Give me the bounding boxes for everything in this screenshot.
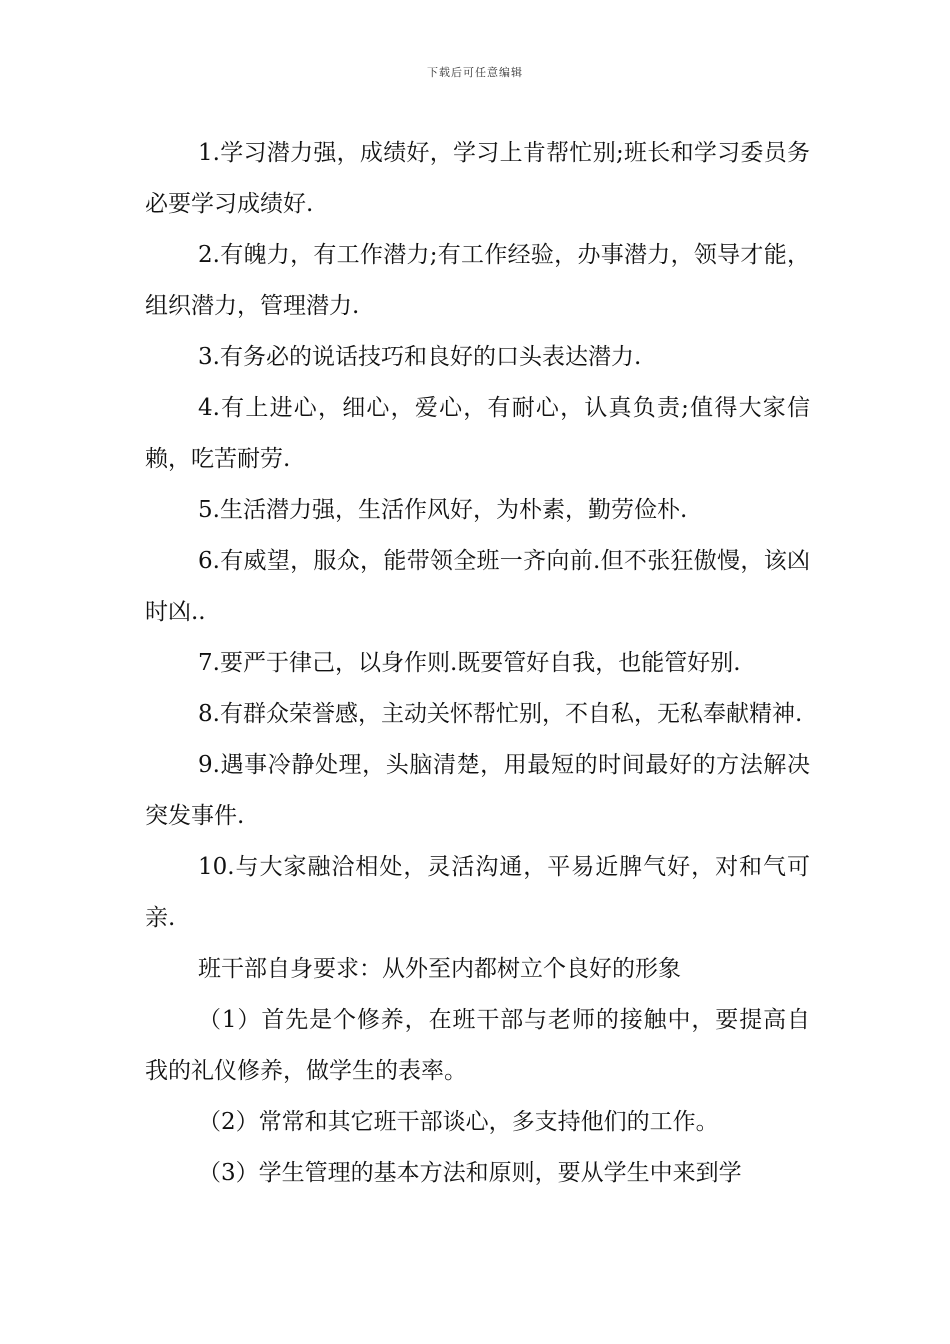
paragraph-9: 9.遇事冷静处理，头脑清楚，用最短的时间最好的方法解决突发事件.	[145, 752, 810, 829]
requirement-item-1: （1）首先是个修养，在班干部与老师的接触中，要提高自我的礼仪修养，做学生的表率。	[145, 1007, 810, 1084]
paragraph-10: 10.与大家融洽相处，灵活沟通，平易近脾气好，对和气可亲.	[145, 854, 810, 931]
paragraph-6: 6.有威望，服众，能带领全班一齐向前.但不张狂傲慢，该凶时凶..	[145, 548, 810, 625]
document-body	[145, 128, 810, 1199]
paragraph-4: 4.有上进心，细心，爱心，有耐心，认真负责;值得大家信赖，吃苦耐劳.	[145, 395, 810, 472]
paragraph-7: 7.要严于律己，以身作则.既要管好自我，也能管好别.	[198, 650, 741, 676]
paragraph-8: 8.有群众荣誉感，主动关怀帮忙别，不自私，无私奉献精神.	[198, 701, 803, 727]
paragraph-3: 3.有务必的说话技巧和良好的口头表达潜力.	[198, 344, 642, 370]
paragraph-2: 2.有魄力，有工作潜力;有工作经验，办事潜力，领导才能，组织潜力，管理潜力.	[145, 242, 810, 319]
paragraph-5: 5.生活潜力强，生活作风好，为朴素，勤劳俭朴.	[198, 497, 688, 523]
page-header: 下载后可任意编辑	[427, 66, 523, 79]
section-heading-requirements: 班干部自身要求：从外至内都树立个良好的形象	[198, 956, 681, 982]
requirement-item-3: （3）学生管理的基本方法和原则，要从学生中来到学	[198, 1160, 742, 1186]
paragraph-1: 1.学习潜力强，成绩好，学习上肯帮忙别;班长和学习委员务必要学习成绩好.	[145, 140, 810, 217]
requirement-item-2: （2）常常和其它班干部谈心，多支持他们的工作。	[198, 1109, 719, 1135]
